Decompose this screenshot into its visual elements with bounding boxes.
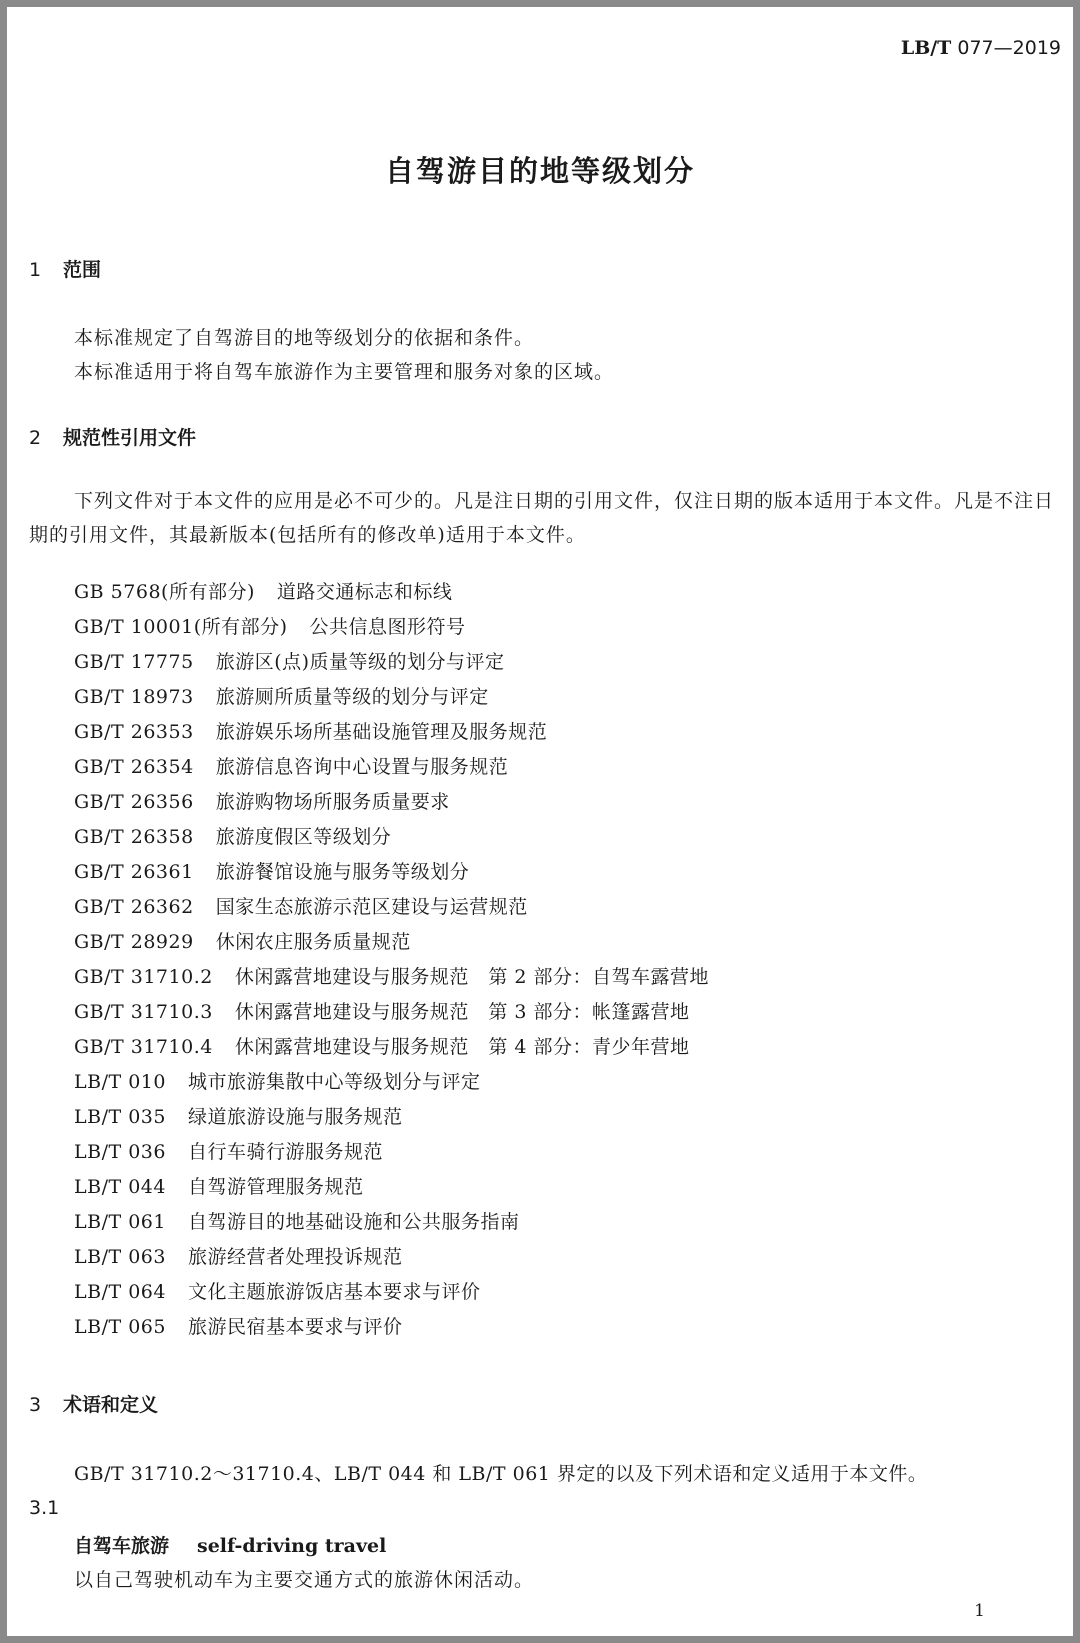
reference-code: LB/T 036 [74, 1141, 166, 1163]
reference-code: LB/T 010 [74, 1071, 166, 1093]
reference-item [74, 1067, 709, 1102]
reference-title: 旅游经营者处理投诉规范 [187, 1246, 403, 1268]
reference-code: GB/T 18973 [74, 686, 194, 708]
reference-item [74, 577, 709, 612]
reference-title: 休闲露营地建设与服务规范 第 2 部分：自驾车露营地 [234, 966, 709, 988]
reference-item [74, 787, 709, 822]
reference-title: 旅游区(点)质量等级的划分与评定 [215, 651, 505, 673]
section-1-heading [29, 255, 101, 282]
reference-code: LB/T 044 [74, 1176, 166, 1198]
term-english: self-driving travel [197, 1535, 387, 1557]
reference-code: LB/T 064 [74, 1281, 166, 1303]
reference-item [74, 822, 709, 857]
reference-item [74, 1032, 709, 1067]
reference-title: 休闲露营地建设与服务规范 第 3 部分：帐篷露营地 [234, 1001, 690, 1023]
reference-item [74, 612, 709, 647]
reference-code: GB/T 17775 [74, 651, 194, 673]
reference-item [74, 857, 709, 892]
reference-title: 文化主题旅游饭店基本要求与评价 [187, 1281, 481, 1303]
reference-code: LB/T 061 [74, 1211, 166, 1233]
reference-title: 道路交通标志和标线 [276, 581, 453, 603]
section-title: 范围 [63, 259, 102, 281]
reference-item [74, 1172, 709, 1207]
reference-title: 国家生态旅游示范区建设与运营规范 [215, 896, 528, 918]
reference-title: 旅游餐馆设施与服务等级划分 [215, 861, 470, 883]
standard-prefix: LB/T [900, 37, 952, 59]
standard-number: 077—2019 [957, 37, 1061, 59]
term-chinese: 自驾车旅游 [74, 1535, 170, 1557]
reference-code: GB/T 26356 [74, 791, 194, 813]
reference-list [74, 577, 709, 1347]
reference-code: GB/T 26362 [74, 896, 194, 918]
reference-code: LB/T 035 [74, 1106, 166, 1128]
reference-code: GB/T 26354 [74, 756, 194, 778]
reference-code: GB/T 31710.2 [74, 966, 213, 988]
subsection-number: 3.1 [29, 1497, 60, 1519]
reference-title: 绿道旅游设施与服务规范 [187, 1106, 403, 1128]
section-title: 规范性引用文件 [63, 427, 197, 449]
section-number: 2 [29, 427, 42, 449]
reference-item [74, 1242, 709, 1277]
reference-code: GB/T 31710.4 [74, 1036, 213, 1058]
reference-item [74, 962, 709, 997]
reference-item [74, 892, 709, 927]
reference-item [74, 1207, 709, 1242]
reference-item [74, 752, 709, 787]
reference-title: 旅游度假区等级划分 [215, 826, 392, 848]
section-number: 1 [29, 259, 42, 281]
paragraph: 本标准规定了自驾游目的地等级划分的依据和条件。 [74, 327, 535, 349]
reference-code: GB/T 26353 [74, 721, 194, 743]
reference-item [74, 1312, 709, 1347]
reference-title: 旅游厕所质量等级的划分与评定 [215, 686, 489, 708]
reference-title: 休闲露营地建设与服务规范 第 4 部分：青少年营地 [234, 1036, 690, 1058]
reference-item [74, 927, 709, 962]
page-number: 1 [974, 1601, 985, 1621]
reference-code: GB/T 31710.3 [74, 1001, 213, 1023]
reference-code: LB/T 065 [74, 1316, 166, 1338]
reference-title: 城市旅游集散中心等级划分与评定 [187, 1071, 481, 1093]
reference-title: 旅游娱乐场所基础设施管理及服务规范 [215, 721, 548, 743]
reference-item [74, 682, 709, 717]
term-definition: 以自己驾驶机动车为主要交通方式的旅游休闲活动。 [74, 1569, 535, 1591]
reference-title: 自驾游目的地基础设施和公共服务指南 [187, 1211, 520, 1233]
reference-title: 休闲农庄服务质量规范 [215, 931, 411, 953]
reference-item [74, 1277, 709, 1312]
paragraph: GB/T 31710.2～31710.4、LB/T 044 和 LB/T 061 界定的以及下列术语和定义适用于本文件。 [74, 1463, 928, 1485]
paragraph: 下列文件对于本文件的应用是必不可少的。凡是注日期的引用文件，仅注日期的版本适用于本文件。凡是不注日期的引用文件，其最新版本(包括所有的修改单)适用于本文件。 [29, 490, 1055, 546]
reference-code: GB/T 10001(所有部分) [74, 616, 288, 638]
reference-code: GB 5768(所有部分) [74, 581, 255, 603]
reference-title: 公共信息图形符号 [309, 616, 466, 638]
reference-code: GB/T 26358 [74, 826, 194, 848]
reference-item [74, 717, 709, 752]
section-number: 3 [29, 1394, 42, 1416]
section-2-heading [29, 423, 196, 450]
section-title: 术语和定义 [63, 1394, 159, 1416]
document-title: 自驾游目的地等级划分 [384, 154, 695, 188]
reference-title: 旅游购物场所服务质量要求 [215, 791, 450, 813]
reference-code: LB/T 063 [74, 1246, 166, 1268]
reference-item [74, 997, 709, 1032]
reference-title: 自驾游管理服务规范 [187, 1176, 364, 1198]
term-heading [74, 1531, 386, 1558]
reference-item [74, 1137, 709, 1172]
reference-code: GB/T 26361 [74, 861, 194, 883]
standard-code [901, 37, 1061, 59]
section-3-heading [29, 1390, 158, 1417]
reference-title: 旅游民宿基本要求与评价 [187, 1316, 403, 1338]
paragraph: 本标准适用于将自驾车旅游作为主要管理和服务对象的区域。 [74, 361, 615, 383]
reference-item [74, 1102, 709, 1137]
reference-code: GB/T 28929 [74, 931, 194, 953]
reference-title: 旅游信息咨询中心设置与服务规范 [215, 756, 509, 778]
reference-item [74, 647, 709, 682]
document-page [7, 7, 1073, 1636]
reference-title: 自行车骑行游服务规范 [187, 1141, 383, 1163]
